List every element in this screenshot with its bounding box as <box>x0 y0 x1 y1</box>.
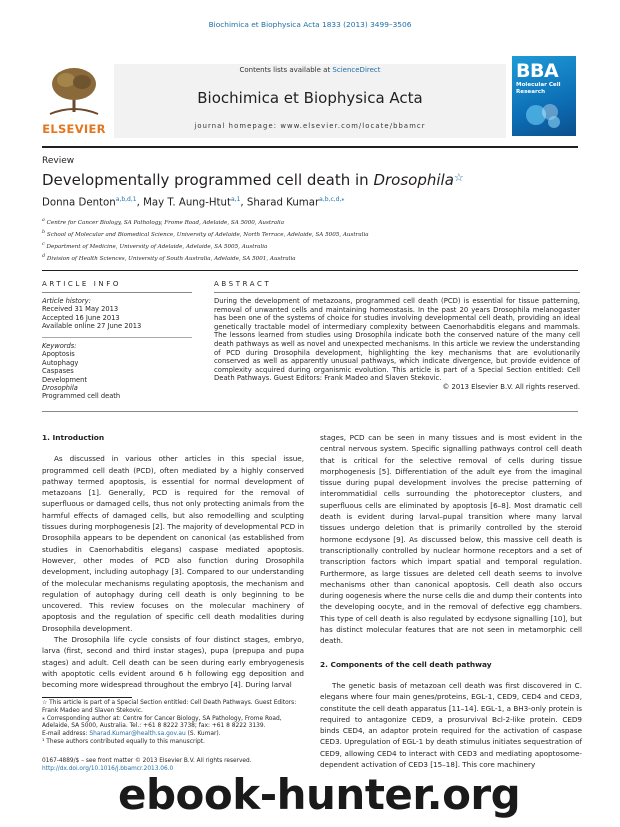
history-item: Accepted 16 June 2013 <box>42 313 120 322</box>
affiliation-mark: c <box>42 242 45 248</box>
email-link[interactable]: Sharad.Kumar@health.sa.gov.au <box>89 731 186 738</box>
author-name: Sharad Kumar <box>246 197 320 209</box>
footnotes <box>42 700 304 747</box>
article-info-heading: ARTICLE INFO <box>42 280 121 288</box>
author-separator: , <box>240 197 247 209</box>
keyword: Autophagy <box>42 358 79 367</box>
keyword: Drosophila <box>42 384 78 393</box>
journal-homepage[interactable]: journal homepage: www.elsevier.com/locate/bbamcr <box>194 122 426 130</box>
contents-line <box>114 66 506 74</box>
affiliations <box>42 216 582 264</box>
body-paragraph: The genetic basis of metazoan cell death was first discovered in C. elegans where four main genes/proteins, EGL-1, CED9, CED4 and CED3, constitute the cell death apparatus [11–14]. EGL-1, a BH3-only protein is required to antagonize CED9, a prosurvival Bcl-2-like protein. CED9 binds CED4, an adaptor protein required for the activation of caspase CED3. Upregulation of EGL-1 by death stimulus initiates sequestration of CED9, allowing CED4 to interact with CED3 and mediating apoptosome-dependent activation of CED3 [15–18]. This core machinery <box>320 680 583 770</box>
affiliation-text: Centre for Cancer Biology, SA Pathology, Frome Road, Adelaide, SA 5000, Australia <box>46 219 285 226</box>
body-left-column <box>42 432 304 691</box>
affiliation-item <box>42 240 582 252</box>
affiliation-item <box>42 252 582 264</box>
watermark-text: ebook-hunter.org <box>118 770 521 819</box>
abstract-heading: ABSTRACT <box>214 280 272 288</box>
history-item: Received 31 May 2013 <box>42 305 119 314</box>
abstract-copyright: © 2013 Elsevier B.V. All rights reserved. <box>442 382 580 391</box>
affiliation-mark: a <box>42 218 45 223</box>
sciencedirect-link[interactable]: ScienceDirect <box>332 66 381 74</box>
abstract-rule <box>214 292 580 293</box>
info-rule <box>42 292 192 293</box>
abstract-divider <box>42 411 578 412</box>
watermark <box>118 770 620 827</box>
affiliation-text: Department of Medicine, University of Adelaide, Adelaide, SA 5005, Australia <box>46 243 268 250</box>
keyword: Development <box>42 375 88 384</box>
affiliation-item <box>42 228 582 240</box>
journal-masthead <box>42 56 578 138</box>
elsevier-tree-icon <box>42 62 106 118</box>
footnote: ⁎ Corresponding author at: Centre for Cancer Biology, SA Pathology, Frome Road, Adelaide, SA 5000, Australia. Tel.: +61 8 8222 3738; fax: +61 8 8222 3139. <box>42 715 282 730</box>
title-footnote-mark[interactable]: ☆ <box>453 171 464 184</box>
body-right-column <box>320 432 582 770</box>
history-label: Article history: <box>42 297 91 305</box>
history-item: Available online 27 June 2013 <box>42 322 142 331</box>
affiliation-item <box>42 216 582 228</box>
author-affil-marks[interactable]: a,b,d,1 <box>115 196 137 203</box>
keyword: Apoptosis <box>42 350 75 359</box>
footnote-email <box>42 731 304 739</box>
affiliation-mark: b <box>42 230 46 236</box>
abstract-body: During the development of metazoans, programmed cell death (PCD) is essential for tissue patterning, removal of unwanted cells and maintaining homeostasis. In the past 20 years Drosophila melanogaster has been one of the systems of choice for studies involving developmental cell death, providing an ideal genetically tractable model of intermediary complexity between Caenorhabditis elegans and mammals. The lessons learned from studies using Drosophila indicate both the conserved nature of the many cell death pathways as well as novel and unexpected mechanisms. In this article we review the understanding of PCD during Drosophila development, highlighting the key mechanisms that are evolutionarily conserved as well as apparently unusual pathways, which indicate divergence, but provide evidence of complexity acquired during organismic evolution. This article is part of a Special Section entitled: Cell Death Pathways. Guest Editors: Frank Madeo and Slaven Stekovic. <box>214 297 580 383</box>
journal-banner <box>114 64 506 138</box>
author-affil-marks[interactable]: a,b,c,d,⁎ <box>319 196 345 203</box>
author-affil-marks[interactable]: a,1 <box>230 196 241 203</box>
masthead-divider <box>42 146 578 148</box>
affiliation-divider <box>42 270 578 271</box>
journal-cover <box>512 56 576 136</box>
body-paragraph: stages, PCD can be seen in many tissues and is most evident in the central nervous system. Specific signalling pathways control cell death that is critical for the selective removal of cells during tissue morphogenesis [5]. Differentiation of the adult eye from the imaginal tissue during pupal development involves the precise patterning of interommatidial cells surrounding the photoreceptor clusters, and superfluous cells are eliminated by apoptosis [6–8]. Most dramatic cell death is evident during larval–pupal transition where many larval tissues undergo deletion that is primarily controlled by the steroid hormone ecdysone [9]. As discussed below, this massive cell death is transcriptionally controlled by nuclear hormone receptors and a set of transcription factors which impart spatial and temporal regulation. Furthermore, as large tissues are deleted cell death seems to involve mechanisms other than canonical apoptosis. Cell death also occurs during oogenesis where the nurse cells die and dump their contents into the developing oocyte, and in the removal of defective egg chambers. This type of cell death is also regulated by ecdysone signalling [10], but has distinct molecular features that are not seen in metamorphic cell death. <box>320 433 582 646</box>
contents-prefix: Contents lists available at <box>239 66 333 74</box>
publisher-name: ELSEVIER <box>42 122 106 136</box>
author-list <box>42 196 344 208</box>
elsevier-logo <box>42 62 106 136</box>
keyword: Caspases <box>42 367 74 376</box>
author-name: May T. Aung-Htut <box>143 197 231 209</box>
email-suffix: (S. Kumar). <box>185 731 221 738</box>
section-heading: 1. Introduction <box>42 433 105 442</box>
cover-art-icon <box>522 100 566 130</box>
keyword: Programmed cell death <box>42 392 121 401</box>
title-main: Developmentally programmed cell death in <box>42 171 374 189</box>
journal-citation[interactable]: Biochimica et Biophysica Acta 1833 (2013) 3499–3506 <box>208 20 412 29</box>
doi-link[interactable]: http://dx.doi.org/10.1016/j.bbamcr.2013.06.0 <box>42 766 174 772</box>
footnote-divider <box>42 697 132 698</box>
affiliation-text: School of Molecular and Biomedical Science, University of Adelaide, North Terrace, Adelaide, SA 5005, Australia <box>46 231 369 238</box>
cover-title: BBA <box>516 60 559 82</box>
abstract <box>214 297 580 392</box>
body-paragraph: As discussed in various other articles in this special issue, programmed cell death (PCD), often mediated by a highly conserved pathway termed apoptosis, is essential for normal development of metazoans [1]. Generally, PCD is required for the removal of superfluous or damaged cells, thus not only protecting animals from the harmful effects of damaged cells, but also remodelling and sculpting tissues during morphogenesis [2]. The majority of developmental PCD in Drosophila appears to be dependent on canonical (as established from studies in Caenorhabditis elegans) caspase mediated apoptosis. However, other modes of PCD also function during Drosophila development, including autophagy [3]. Compared to our understanding of the molecular mechanisms regulating apoptosis, the mechanism and regulation of autophagy during cell death is only beginning to be uncovered. This review focuses on the molecular machinery of apoptosis and the regulation of specific cell death modalities during Drosophila development. <box>42 454 304 633</box>
keywords-label: Keywords: <box>42 342 77 350</box>
issn-line: 0167-4889/$ – see front matter © 2013 Elsevier B.V. All rights reserved. <box>42 758 252 764</box>
body-paragraph: The Drosophila life cycle consists of four distinct stages, embryo, larva (first, second and third instar stages), pupa (prepupa and pupa stages) and adult. Cell death can be seen during early embryogenesis with apoptotic cells evident around 6 h following egg deposition and becoming more widespread throughout the embryo [4]. During larval <box>42 635 304 690</box>
footnote: ¹ These authors contributed equally to this manuscript. <box>42 738 205 745</box>
section-heading: 2. Components of the cell death pathway <box>320 659 492 669</box>
journal-title: Biochimica et Biophysica Acta <box>197 89 423 107</box>
author-separator: , <box>136 197 144 209</box>
title-italic: Drosophila <box>373 171 454 189</box>
article-type: Review <box>42 156 75 166</box>
affiliation-mark: d <box>42 254 46 260</box>
article-title <box>42 171 464 189</box>
footnote: ☆ This article is part of a Special Section entitled: Cell Death Pathways. Guest Editors: Frank Madeo and Slaven Stekovic. <box>42 700 297 714</box>
article-history <box>42 297 192 331</box>
affiliation-text: Division of Health Sciences, University of South Australia, Adelaide, SA 5001, Australia <box>46 256 296 263</box>
cover-subtitle: Molecular Cell Research <box>516 82 561 95</box>
keywords <box>42 342 192 401</box>
author-name: Donna Denton <box>42 197 116 209</box>
email-label: E-mail address: <box>42 731 90 738</box>
keywords-rule <box>42 337 192 338</box>
